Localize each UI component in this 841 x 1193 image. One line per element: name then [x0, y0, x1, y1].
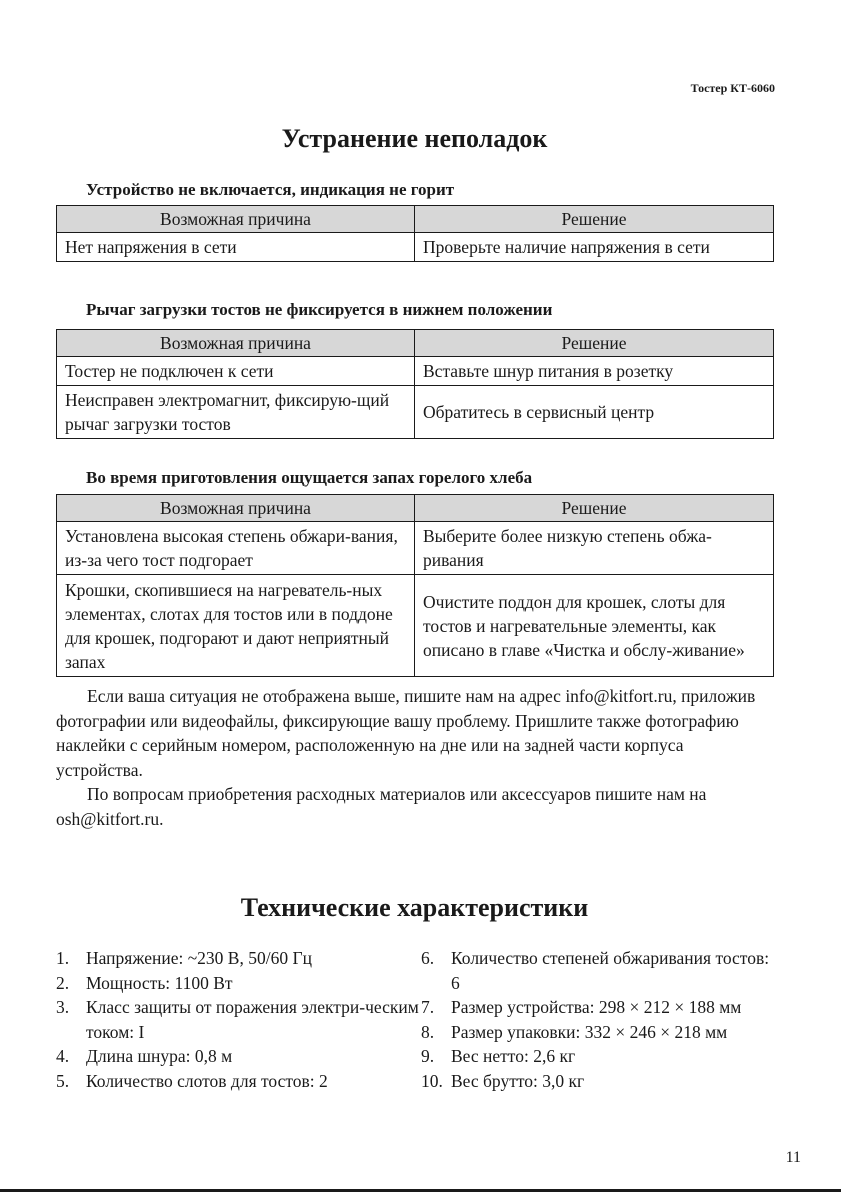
- spec-item: [421, 995, 773, 1020]
- table-header-row: [57, 206, 774, 233]
- troubleshooting-heading: Устранение неполадок: [281, 124, 548, 153]
- issue-title-burnt-smell: Во время приготовления ощущается запах горелого хлеба: [86, 468, 533, 487]
- cause-cell: Нет напряжения в сети: [57, 233, 415, 262]
- spec-number: 10.: [421, 1070, 443, 1091]
- spec-text: Вес брутто: 3,0 кг: [451, 1070, 585, 1091]
- spec-text: Количество слотов для тостов: 2: [86, 1070, 328, 1091]
- spec-number: 1.: [56, 948, 70, 968]
- issue-title-no-power: Устройство не включается, индикация не горит: [86, 180, 455, 199]
- spec-item: [56, 995, 421, 1044]
- spec-item: [421, 946, 773, 995]
- spec-number: 8.: [421, 1021, 435, 1042]
- spec-item: [56, 971, 421, 996]
- accessories-paragraph: По вопросам приобретения расходных материалов или аксессуаров пишите нам на osh@kitfort.ru.: [56, 784, 707, 829]
- header-cause: Возможная причина: [57, 330, 415, 357]
- solution-cell: Проверьте наличие напряжения в сети: [415, 233, 774, 262]
- table-header-row: [57, 330, 774, 357]
- spec-number: 6.: [421, 948, 435, 968]
- issue-table-burnt-smell: [56, 494, 774, 677]
- header-cause: Возможная причина: [57, 206, 415, 233]
- spec-number: 3.: [56, 997, 70, 1017]
- issue-table-lever-not-locking: [56, 329, 774, 439]
- spec-text: Класс защиты от поражения электри-ческим током: I: [86, 997, 419, 1042]
- spec-text: Количество степеней обжаривания тостов: 6: [451, 948, 770, 993]
- table-header-row: [57, 495, 774, 522]
- page-number: 11: [785, 1149, 801, 1166]
- specs-list: [56, 946, 773, 1093]
- spec-text: Размер упаковки: 332 × 246 × 218 мм: [451, 1021, 728, 1042]
- cause-cell: Неисправен электромагнит, фиксирую-щий рычаг загрузки тостов: [57, 386, 415, 439]
- table-row: [57, 233, 774, 262]
- header-solution: Решение: [415, 206, 774, 233]
- spec-text: Вес нетто: 2,6 кг: [451, 1046, 576, 1066]
- spec-text: Мощность: 1100 Вт: [86, 972, 233, 993]
- spec-item: [56, 1044, 421, 1069]
- spec-number: 7.: [421, 997, 435, 1017]
- spec-text: Напряжение: ~230 В, 50/60 Гц: [86, 948, 312, 968]
- cause-cell: Крошки, скопившиеся на нагреватель-ных элементах, слотах для тостов или в поддоне для крошек, подгорают и дают неприятный запах: [57, 575, 415, 677]
- bottom-divider: [0, 1189, 841, 1192]
- cause-cell: Тостер не подключен к сети: [57, 357, 415, 386]
- cause-cell: Установлена высокая степень обжари-вания, из-за чего тост подгорает: [57, 522, 415, 575]
- specs-heading: Технические характеристики: [240, 893, 589, 922]
- spec-item: [421, 1044, 773, 1069]
- table-row: [57, 357, 774, 386]
- specs-column-right: [421, 946, 773, 1093]
- spec-number: 2.: [56, 972, 70, 993]
- header-solution: Решение: [415, 330, 774, 357]
- spec-number: 4.: [56, 1046, 70, 1066]
- contact-paragraph: Если ваша ситуация не отображена выше, пишите нам на адрес info@kitfort.ru, приложив фотографии или видеофайлы, фиксирующие вашу проблему. Пришлите также фотографию наклейки с серийным номером, расположенную на дне или на задней части корпуса устройства.: [56, 686, 756, 780]
- solution-cell: Очистите поддон для крошек, слоты для тостов и нагревательные элементы, как описано в главе «Чистка и обслу-живание»: [415, 575, 774, 677]
- table-row: [57, 522, 774, 575]
- spec-item: [56, 1069, 421, 1094]
- solution-cell: Обратитесь в сервисный центр: [415, 386, 774, 439]
- header-cause: Возможная причина: [57, 495, 415, 522]
- solution-cell: Выберите более низкую степень обжа-ривания: [415, 522, 774, 575]
- spec-item: [56, 946, 421, 971]
- spec-text: Длина шнура: 0,8 м: [86, 1046, 233, 1066]
- table-row: [57, 575, 774, 677]
- issue-title-lever-not-locking: Рычаг загрузки тостов не фиксируется в нижнем положении: [86, 300, 553, 319]
- spec-number: 5.: [56, 1070, 70, 1091]
- issue-table-no-power: [56, 205, 774, 262]
- table-row: [57, 386, 774, 439]
- spec-item: [421, 1069, 773, 1094]
- solution-cell: Вставьте шнур питания в розетку: [415, 357, 774, 386]
- spec-text: Размер устройства: 298 × 212 × 188 мм: [451, 997, 742, 1017]
- specs-column-left: [56, 946, 421, 1093]
- spec-item: [421, 1020, 773, 1045]
- header-solution: Решение: [415, 495, 774, 522]
- spec-number: 9.: [421, 1046, 435, 1066]
- product-model-label: Тостер КТ-6060: [690, 81, 775, 95]
